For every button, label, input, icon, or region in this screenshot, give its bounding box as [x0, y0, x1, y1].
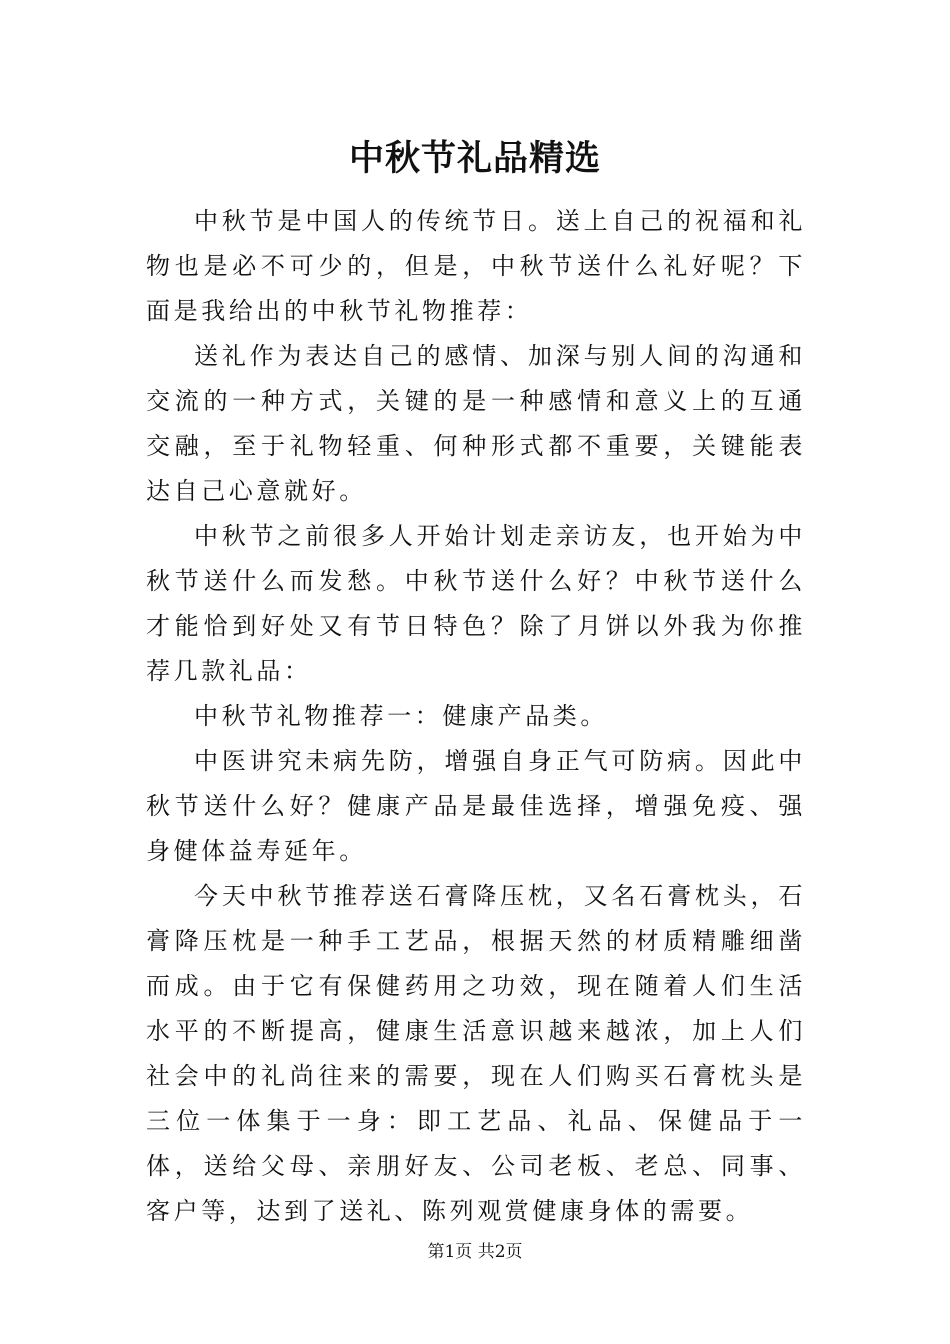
paragraph-gift-meaning: 送礼作为表达自己的感情、加深与别人间的沟通和交流的一种方式，关键的是一种感情和意义上的互通交融，至于礼物轻重、何种形式都不重要，关键能表达自己心意就好。: [146, 342, 806, 505]
page-number-current: 第1页: [427, 1242, 473, 1262]
paragraph-recommendation-heading: 中秋节礼物推荐一：健康产品类。: [194, 702, 608, 730]
paragraph-gypsum-pillow: 今天中秋节推荐送石膏降压枕，又名石膏枕头，石膏降压枕是一种手工艺品，根据天然的材质精雕细凿而成。由于它有保健药用之功效，现在随着人们生活水平的不断提高，健康生活意识越来越浓，加上人们社会中的礼尚往来的需要，现在人们购买石膏枕头是三位一体集于一身：即工艺品、礼品、保健品于一体，送给父母、亲朋好友、公司老板、老总、同事、客户等，达到了送礼、陈列观赏健康身体的需要。: [146, 882, 806, 1225]
paragraph-health-products: 中医讲究未病先防，增强自身正气可防病。因此中秋节送什么好？健康产品是最佳选择，增强免疫、强身健体益寿延年。: [146, 747, 806, 865]
page-footer: [0, 1240, 950, 1264]
document-body: [146, 199, 806, 1234]
document-title: 中秋节礼品精选: [348, 138, 601, 179]
paragraph-what-to-send: 中秋节之前很多人开始计划走亲访友，也开始为中秋节送什么而发愁。中秋节送什么好？中秋节送什么才能恰到好处又有节日特色？除了月饼以外我为你推荐几款礼品：: [146, 522, 806, 685]
paragraph-intro: 中秋节是中国人的传统节日。送上自己的祝福和礼物也是必不可少的，但是，中秋节送什么礼好呢？下面是我给出的中秋节礼物推荐：: [146, 207, 806, 325]
page-number-total: 共2页: [477, 1242, 523, 1262]
